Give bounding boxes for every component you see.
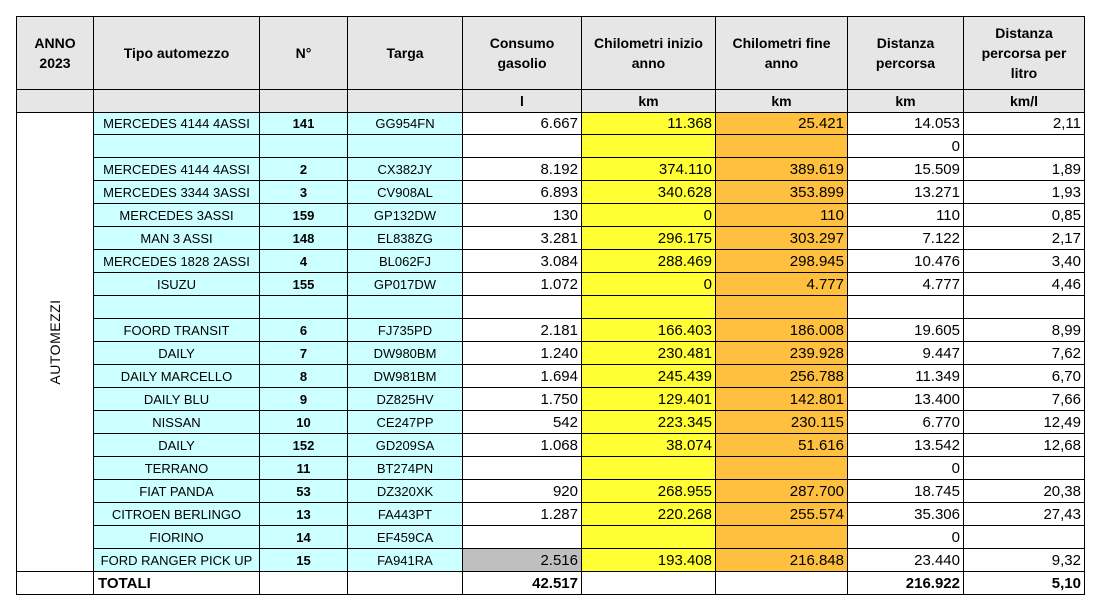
totals-empty — [260, 572, 348, 595]
cell-consumo: 3.281 — [463, 227, 582, 250]
cell-distanza: 9.447 — [848, 342, 964, 365]
table-row — [17, 319, 1085, 342]
cell-distanza: 35.306 — [848, 503, 964, 526]
table-row — [17, 296, 1085, 319]
cell-targa: CV908AL — [348, 181, 463, 204]
cell-tipo: MERCEDES 3344 3ASSI — [94, 181, 260, 204]
cell-targa: DW981BM — [348, 365, 463, 388]
cell-consumo: 6.667 — [463, 113, 582, 135]
cell-n: 53 — [260, 480, 348, 503]
cell-tipo: MERCEDES 3ASSI — [94, 204, 260, 227]
cell-tipo: FORD RANGER PICK UP — [94, 549, 260, 572]
table-row — [17, 457, 1085, 480]
cell-distanza: 13.271 — [848, 181, 964, 204]
cell-distanza: 11.349 — [848, 365, 964, 388]
cell-n: 15 — [260, 549, 348, 572]
cell-n: 4 — [260, 250, 348, 273]
cell-tipo: MERCEDES 1828 2ASSI — [94, 250, 260, 273]
totals-row — [17, 572, 1085, 595]
header-distanza: Distanza percorsa — [848, 17, 964, 90]
cell-km-fine: 239.928 — [716, 342, 848, 365]
cell-tipo: NISSAN — [94, 411, 260, 434]
cell-consumo: 1.240 — [463, 342, 582, 365]
unit-consumo: l — [463, 90, 582, 113]
cell-km-fine: 287.700 — [716, 480, 848, 503]
cell-consumo — [463, 135, 582, 158]
fuel-consumption-table — [16, 16, 1085, 595]
cell-tipo: DAILY — [94, 434, 260, 457]
cell-targa: EF459CA — [348, 526, 463, 549]
group-label: AUTOMEZZI — [47, 299, 63, 385]
cell-consumo: 130 — [463, 204, 582, 227]
cell-km-inizio: 0 — [582, 204, 716, 227]
cell-consumo: 3.084 — [463, 250, 582, 273]
cell-km-fine: 230.115 — [716, 411, 848, 434]
unit-empty — [94, 90, 260, 113]
cell-dist-litro — [964, 457, 1085, 480]
cell-km-inizio: 268.955 — [582, 480, 716, 503]
cell-km-fine: 389.619 — [716, 158, 848, 181]
totals-empty — [582, 572, 716, 595]
cell-n: 7 — [260, 342, 348, 365]
cell-km-fine — [716, 526, 848, 549]
header-anno: ANNO 2023 — [17, 17, 94, 90]
cell-consumo: 1.068 — [463, 434, 582, 457]
cell-targa: FA443PT — [348, 503, 463, 526]
table-row — [17, 227, 1085, 250]
cell-targa — [348, 296, 463, 319]
cell-consumo: 6.893 — [463, 181, 582, 204]
cell-targa: FA941RA — [348, 549, 463, 572]
header-n: N° — [260, 17, 348, 90]
cell-n: 6 — [260, 319, 348, 342]
header-tipo: Tipo automezzo — [94, 17, 260, 90]
cell-dist-litro — [964, 296, 1085, 319]
cell-dist-litro: 6,70 — [964, 365, 1085, 388]
cell-consumo: 1.287 — [463, 503, 582, 526]
totals-empty — [716, 572, 848, 595]
cell-tipo: DAILY BLU — [94, 388, 260, 411]
cell-dist-litro: 3,40 — [964, 250, 1085, 273]
table-row — [17, 365, 1085, 388]
cell-dist-litro: 27,43 — [964, 503, 1085, 526]
table-row — [17, 113, 1085, 135]
cell-distanza: 7.122 — [848, 227, 964, 250]
table-row — [17, 388, 1085, 411]
cell-n: 2 — [260, 158, 348, 181]
table-row — [17, 480, 1085, 503]
group-label-cell — [17, 113, 94, 572]
header-row — [17, 17, 1085, 90]
cell-km-fine: 353.899 — [716, 181, 848, 204]
cell-dist-litro — [964, 526, 1085, 549]
table-row — [17, 135, 1085, 158]
cell-dist-litro: 20,38 — [964, 480, 1085, 503]
cell-km-fine: 216.848 — [716, 549, 848, 572]
cell-n: 8 — [260, 365, 348, 388]
cell-dist-litro — [964, 135, 1085, 158]
cell-consumo: 1.694 — [463, 365, 582, 388]
cell-dist-litro: 12,49 — [964, 411, 1085, 434]
cell-targa: CE247PP — [348, 411, 463, 434]
table-row — [17, 250, 1085, 273]
table-row — [17, 158, 1085, 181]
cell-targa: GD209SA — [348, 434, 463, 457]
cell-targa: FJ735PD — [348, 319, 463, 342]
cell-km-fine: 186.008 — [716, 319, 848, 342]
cell-dist-litro: 12,68 — [964, 434, 1085, 457]
cell-tipo: DAILY MARCELLO — [94, 365, 260, 388]
cell-distanza: 10.476 — [848, 250, 964, 273]
cell-n: 141 — [260, 113, 348, 135]
cell-distanza: 13.400 — [848, 388, 964, 411]
table-row — [17, 549, 1085, 572]
cell-distanza: 19.605 — [848, 319, 964, 342]
table-row — [17, 204, 1085, 227]
cell-tipo — [94, 135, 260, 158]
cell-n: 152 — [260, 434, 348, 457]
cell-dist-litro: 0,85 — [964, 204, 1085, 227]
cell-n: 10 — [260, 411, 348, 434]
unit-dist-litro: km/l — [964, 90, 1085, 113]
cell-distanza: 6.770 — [848, 411, 964, 434]
cell-tipo: MAN 3 ASSI — [94, 227, 260, 250]
cell-distanza: 0 — [848, 457, 964, 480]
cell-distanza: 0 — [848, 526, 964, 549]
table-row — [17, 411, 1085, 434]
totals-dist-litro: 5,10 — [964, 572, 1085, 595]
cell-km-inizio: 223.345 — [582, 411, 716, 434]
cell-distanza: 110 — [848, 204, 964, 227]
cell-n: 14 — [260, 526, 348, 549]
unit-empty — [17, 90, 94, 113]
header-consumo: Consumo gasolio — [463, 17, 582, 90]
cell-km-inizio: 230.481 — [582, 342, 716, 365]
unit-km-inizio: km — [582, 90, 716, 113]
table-row — [17, 526, 1085, 549]
cell-n: 155 — [260, 273, 348, 296]
table-row — [17, 273, 1085, 296]
cell-tipo: MERCEDES 4144 4ASSI — [94, 158, 260, 181]
cell-tipo: MERCEDES 4144 4ASSI — [94, 113, 260, 135]
cell-n: 3 — [260, 181, 348, 204]
cell-km-fine: 142.801 — [716, 388, 848, 411]
cell-km-fine: 255.574 — [716, 503, 848, 526]
totals-label: TOTALI — [94, 572, 260, 595]
cell-distanza: 23.440 — [848, 549, 964, 572]
cell-km-inizio: 193.408 — [582, 549, 716, 572]
cell-km-inizio — [582, 296, 716, 319]
cell-tipo: CITROEN BERLINGO — [94, 503, 260, 526]
cell-consumo: 2.516 — [463, 549, 582, 572]
cell-consumo: 2.181 — [463, 319, 582, 342]
totals-empty — [17, 572, 94, 595]
cell-distanza — [848, 296, 964, 319]
cell-distanza: 13.542 — [848, 434, 964, 457]
cell-km-inizio: 340.628 — [582, 181, 716, 204]
cell-distanza: 18.745 — [848, 480, 964, 503]
cell-km-fine: 4.777 — [716, 273, 848, 296]
cell-km-inizio: 166.403 — [582, 319, 716, 342]
cell-distanza: 15.509 — [848, 158, 964, 181]
cell-km-inizio — [582, 135, 716, 158]
cell-tipo: FIORINO — [94, 526, 260, 549]
cell-km-fine: 256.788 — [716, 365, 848, 388]
cell-km-inizio: 11.368 — [582, 113, 716, 135]
cell-targa: BT274PN — [348, 457, 463, 480]
cell-n: 159 — [260, 204, 348, 227]
cell-dist-litro: 9,32 — [964, 549, 1085, 572]
cell-km-inizio — [582, 526, 716, 549]
cell-km-inizio: 220.268 — [582, 503, 716, 526]
cell-n — [260, 135, 348, 158]
cell-targa: BL062FJ — [348, 250, 463, 273]
cell-km-inizio: 38.074 — [582, 434, 716, 457]
cell-n — [260, 296, 348, 319]
cell-tipo: DAILY — [94, 342, 260, 365]
cell-targa: GG954FN — [348, 113, 463, 135]
cell-targa — [348, 135, 463, 158]
cell-dist-litro: 1,89 — [964, 158, 1085, 181]
cell-tipo: FIAT PANDA — [94, 480, 260, 503]
cell-distanza: 14.053 — [848, 113, 964, 135]
totals-distanza: 216.922 — [848, 572, 964, 595]
cell-dist-litro: 7,62 — [964, 342, 1085, 365]
cell-km-fine: 25.421 — [716, 113, 848, 135]
unit-empty — [348, 90, 463, 113]
cell-km-inizio: 245.439 — [582, 365, 716, 388]
cell-km-fine: 298.945 — [716, 250, 848, 273]
cell-n: 11 — [260, 457, 348, 480]
cell-km-fine: 110 — [716, 204, 848, 227]
cell-dist-litro: 4,46 — [964, 273, 1085, 296]
cell-consumo: 1.750 — [463, 388, 582, 411]
cell-km-inizio: 288.469 — [582, 250, 716, 273]
cell-km-inizio: 0 — [582, 273, 716, 296]
table-row — [17, 434, 1085, 457]
table-row — [17, 181, 1085, 204]
cell-targa: GP132DW — [348, 204, 463, 227]
cell-consumo: 542 — [463, 411, 582, 434]
cell-tipo: FOORD TRANSIT — [94, 319, 260, 342]
cell-n: 148 — [260, 227, 348, 250]
cell-tipo: TERRANO — [94, 457, 260, 480]
cell-km-inizio: 129.401 — [582, 388, 716, 411]
header-dist-litro: Distanza percorsa per litro — [964, 17, 1085, 90]
cell-km-inizio: 296.175 — [582, 227, 716, 250]
totals-consumo: 42.517 — [463, 572, 582, 595]
cell-km-inizio: 374.110 — [582, 158, 716, 181]
cell-dist-litro: 2,17 — [964, 227, 1085, 250]
table-row — [17, 342, 1085, 365]
table-row — [17, 503, 1085, 526]
cell-km-fine — [716, 296, 848, 319]
cell-tipo — [94, 296, 260, 319]
cell-targa: CX382JY — [348, 158, 463, 181]
unit-distanza: km — [848, 90, 964, 113]
cell-km-inizio — [582, 457, 716, 480]
cell-n: 9 — [260, 388, 348, 411]
cell-targa: DW980BM — [348, 342, 463, 365]
cell-km-fine: 51.616 — [716, 434, 848, 457]
cell-distanza: 4.777 — [848, 273, 964, 296]
cell-dist-litro: 8,99 — [964, 319, 1085, 342]
cell-consumo — [463, 296, 582, 319]
header-km-inizio: Chilometri inizio anno — [582, 17, 716, 90]
units-row — [17, 90, 1085, 113]
cell-tipo: ISUZU — [94, 273, 260, 296]
totals-empty — [348, 572, 463, 595]
unit-empty — [260, 90, 348, 113]
cell-distanza: 0 — [848, 135, 964, 158]
cell-targa: GP017DW — [348, 273, 463, 296]
cell-targa: DZ825HV — [348, 388, 463, 411]
cell-dist-litro: 7,66 — [964, 388, 1085, 411]
cell-dist-litro: 2,11 — [964, 113, 1085, 135]
cell-consumo: 920 — [463, 480, 582, 503]
cell-n: 13 — [260, 503, 348, 526]
cell-consumo — [463, 457, 582, 480]
cell-dist-litro: 1,93 — [964, 181, 1085, 204]
cell-targa: DZ320XK — [348, 480, 463, 503]
cell-targa: EL838ZG — [348, 227, 463, 250]
header-targa: Targa — [348, 17, 463, 90]
cell-km-fine — [716, 135, 848, 158]
cell-consumo: 8.192 — [463, 158, 582, 181]
cell-consumo — [463, 526, 582, 549]
unit-km-fine: km — [716, 90, 848, 113]
cell-km-fine — [716, 457, 848, 480]
cell-consumo: 1.072 — [463, 273, 582, 296]
cell-km-fine: 303.297 — [716, 227, 848, 250]
header-km-fine: Chilometri fine anno — [716, 17, 848, 90]
